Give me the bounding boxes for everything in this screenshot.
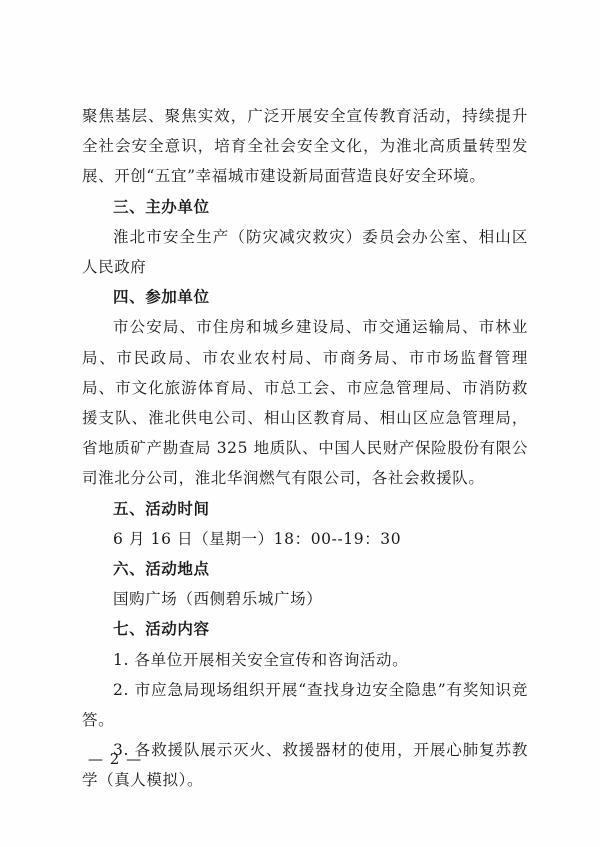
section-heading-organizers: 三、主办单位 (113, 197, 210, 216)
content-item-2: 2. 市应急局现场组织开展“查找身边安全隐患”有奖知识竞答。 (82, 680, 528, 730)
content-item-3: 3. 各救援队展示灭火、救援器材的使用，开展心肺复苏教学（真人模拟）。 (82, 741, 528, 790)
section-heading-participants: 四、参加单位 (113, 288, 210, 307)
document-body (82, 101, 528, 796)
time-paragraph: 6 月 16 日（星期一）18：00--19：30 (113, 529, 402, 548)
organizers-paragraph: 淮北市安全生产（防灾减灾救灾）委员会办公室、相山区人民政府 (82, 227, 528, 277)
location-paragraph: 国购广场（西侧碧乐城广场） (113, 590, 323, 609)
content-item-1: 1. 各单位开展相关安全宣传和咨询活动。 (113, 650, 409, 669)
participants-paragraph: 市公安局、市住房和城乡建设局、市交通运输局、市林业局、市民政局、市农业农村局、市商务局、市市场监督管理局、市文化旅游体育局、市总工会、市应急管理局、市消防救援支队、淮北供电公司、相山区教育局、相山区应急管理局，省地质矿产勘查局 325 地质队、中国人民财产保险股份有限公司淮北分公司，淮北华润燃气有限公司，各社会救援队。 (82, 318, 528, 488)
page-number: — 2 — (88, 750, 143, 768)
section-heading-location: 六、活动地点 (113, 560, 210, 579)
continuation-paragraph: 聚焦基层、聚焦实效，广泛开展安全宣传教育活动，持续提升全社会安全意识，培育全社会安全文化，为淮北高质量转型发展、开创“五宜”幸福城市建设新局面营造良好安全环境。 (82, 107, 528, 186)
section-heading-time: 五、活动时间 (113, 499, 210, 518)
section-heading-content: 七、活动内容 (113, 620, 210, 639)
